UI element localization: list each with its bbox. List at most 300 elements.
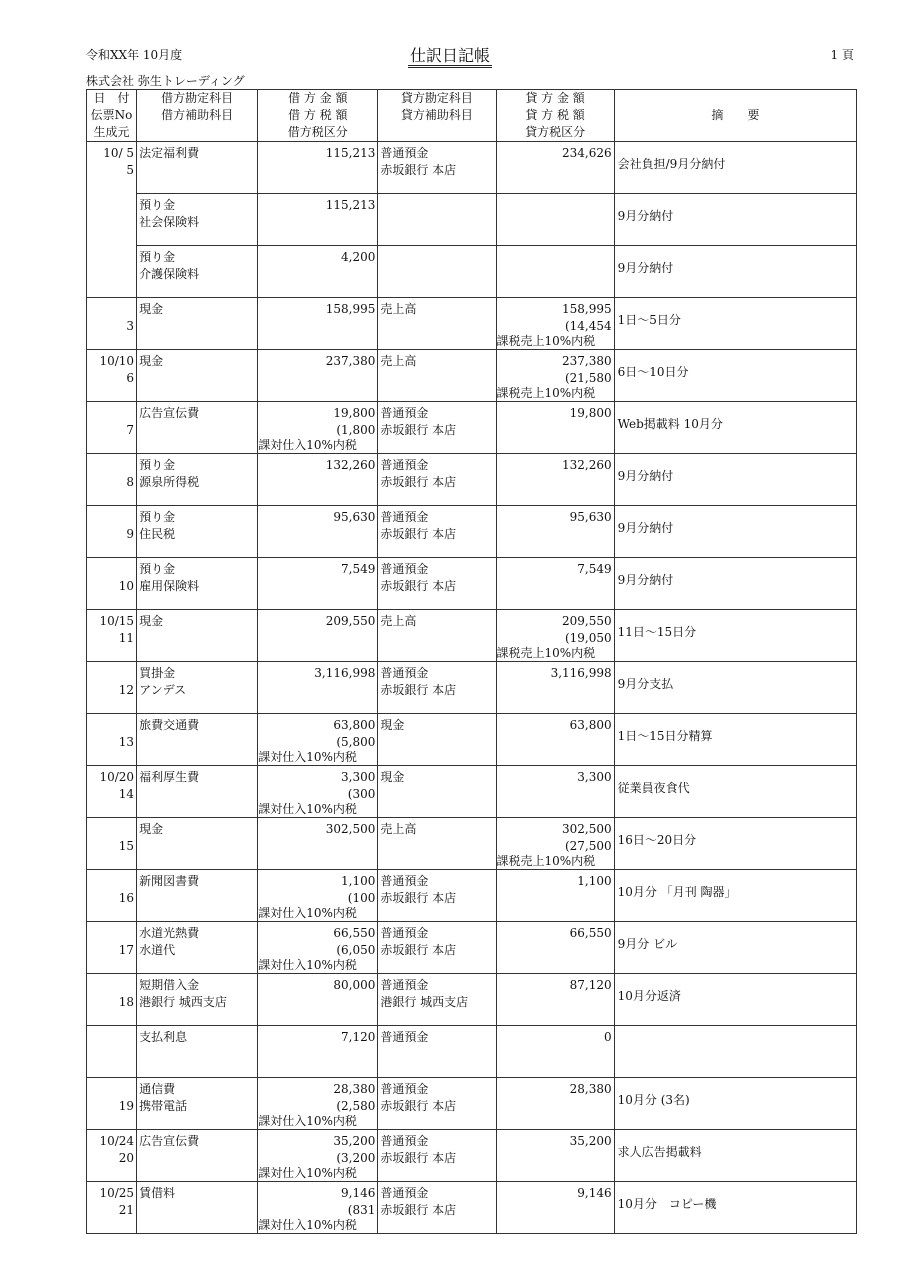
credit-amount-cell xyxy=(496,350,614,402)
header-date xyxy=(87,90,137,142)
memo-cell xyxy=(614,1078,856,1130)
debit-amount: 9,146 xyxy=(341,1186,376,1200)
debit-amount: 1,100 xyxy=(341,874,376,888)
debit-account: 預り金 xyxy=(139,250,176,264)
debit-account: 福利厚生費 xyxy=(139,770,200,784)
slip-number: 12 xyxy=(118,683,135,697)
credit-sub-account: 赤坂銀行 本店 xyxy=(380,943,457,957)
header-source-line: 生成元 xyxy=(93,125,130,139)
debit-account-cell xyxy=(137,870,258,922)
debit-account: 広告宣伝費 xyxy=(139,406,200,420)
debit-account-cell xyxy=(137,662,258,714)
memo-text: 9月分納付 xyxy=(617,521,674,535)
debit-amount: 35,200 xyxy=(333,1134,376,1148)
period-label: 令和XX年 10月度 xyxy=(86,48,183,62)
credit-sub-account: 赤坂銀行 本店 xyxy=(380,579,457,593)
slip-number: 9 xyxy=(126,527,135,541)
memo-text: 従業員夜食代 xyxy=(617,781,690,795)
header-credit-account-line: 貸方勘定科目 xyxy=(400,91,473,105)
credit-account: 売上高 xyxy=(380,614,417,628)
memo-text: 9月分納付 xyxy=(617,209,674,223)
date-cell xyxy=(87,1078,137,1130)
table-row xyxy=(87,1078,857,1130)
date-cell xyxy=(87,1026,137,1078)
credit-sub-account: 赤坂銀行 本店 xyxy=(380,475,457,489)
credit-account-cell xyxy=(378,454,496,506)
credit-amount: 234,626 xyxy=(562,146,612,160)
header-memo xyxy=(614,90,856,142)
debit-amount-cell xyxy=(258,714,378,766)
debit-amount-cell xyxy=(258,1026,378,1078)
credit-sub-account: 赤坂銀行 本店 xyxy=(380,1099,457,1113)
credit-amount-cell xyxy=(496,1130,614,1182)
memo-text: Web掲載料 10月分 xyxy=(617,417,723,431)
memo-text: 6日～10日分 xyxy=(617,365,689,379)
table-row xyxy=(87,454,857,506)
credit-account: 普通預金 xyxy=(380,1134,429,1148)
credit-account: 普通預金 xyxy=(380,406,429,420)
debit-tax: (100 xyxy=(347,891,376,905)
debit-sub-account: 源泉所得税 xyxy=(139,475,200,489)
page-title xyxy=(0,43,900,66)
credit-account: 普通預金 xyxy=(380,926,429,940)
table-row xyxy=(87,766,857,818)
debit-amount-cell xyxy=(258,246,378,298)
entry-date: 10/20 xyxy=(99,770,135,784)
debit-account: 支払利息 xyxy=(139,1030,188,1044)
memo-text: 求人広告掲載料 xyxy=(617,1145,702,1159)
table-row xyxy=(87,506,857,558)
credit-amount-cell xyxy=(496,194,614,246)
credit-amount: 95,630 xyxy=(569,510,612,524)
credit-account: 普通預金 xyxy=(380,510,429,524)
credit-sub-account: 赤坂銀行 本店 xyxy=(380,1203,457,1217)
debit-account-cell xyxy=(137,974,258,1026)
slip-number: 10 xyxy=(118,579,135,593)
debit-tax: (5,800 xyxy=(336,735,376,749)
memo-cell xyxy=(614,714,856,766)
credit-account: 普通預金 xyxy=(380,978,429,992)
memo-text: 1日～15日分精算 xyxy=(617,729,713,743)
credit-account: 普通預金 xyxy=(380,666,429,680)
memo-text: 11日～15日分 xyxy=(617,625,697,639)
memo-text: 9月分支払 xyxy=(617,677,674,691)
credit-account: 普通預金 xyxy=(380,458,429,472)
credit-sub-account: 赤坂銀行 本店 xyxy=(380,683,457,697)
memo-cell xyxy=(614,1026,856,1078)
memo-cell xyxy=(614,142,856,194)
credit-tax-class: 課税売上10%内税 xyxy=(496,854,596,868)
page-number: 1 頁 xyxy=(830,48,854,62)
header-debit-sub-line: 借方補助科目 xyxy=(161,108,234,122)
table-row xyxy=(87,662,857,714)
credit-account: 現金 xyxy=(380,718,405,732)
debit-account-cell xyxy=(137,506,258,558)
date-cell xyxy=(87,1130,137,1182)
header-debit-class-line: 借方税区分 xyxy=(287,125,348,139)
credit-account-cell xyxy=(378,870,496,922)
debit-account-cell xyxy=(137,350,258,402)
debit-amount: 63,800 xyxy=(333,718,376,732)
slip-number: 7 xyxy=(126,423,135,437)
debit-amount: 115,213 xyxy=(325,198,376,212)
memo-text: 9月分納付 xyxy=(617,469,674,483)
credit-account: 売上高 xyxy=(380,354,417,368)
journal-title: 仕訳日記帳 xyxy=(408,46,492,68)
memo-cell xyxy=(614,662,856,714)
credit-account: 普通預金 xyxy=(380,1082,429,1096)
table-row xyxy=(87,350,857,402)
credit-sub-account: 赤坂銀行 本店 xyxy=(380,1151,457,1165)
memo-cell xyxy=(614,870,856,922)
memo-cell xyxy=(614,610,856,662)
credit-amount-cell xyxy=(496,870,614,922)
debit-tax-class: 課対仕入10%内税 xyxy=(258,438,357,452)
credit-tax: (21,580 xyxy=(564,371,612,385)
credit-account-cell xyxy=(378,506,496,558)
credit-amount-cell xyxy=(496,506,614,558)
journal-table xyxy=(86,89,857,1234)
credit-account-cell xyxy=(378,818,496,870)
slip-number: 13 xyxy=(118,735,135,749)
memo-cell xyxy=(614,454,856,506)
credit-sub-account: 赤坂銀行 本店 xyxy=(380,891,457,905)
debit-amount-cell xyxy=(258,298,378,350)
debit-tax: (2,580 xyxy=(336,1099,376,1113)
credit-amount-cell xyxy=(496,714,614,766)
debit-account: 預り金 xyxy=(139,562,176,576)
memo-text: 10月分 「月刊 陶器」 xyxy=(617,885,737,899)
credit-amount-cell xyxy=(496,610,614,662)
header-credit-amount xyxy=(496,90,614,142)
debit-sub-account: 社会保険料 xyxy=(139,215,200,229)
slip-number: 14 xyxy=(118,787,135,801)
debit-tax-class: 課対仕入10%内税 xyxy=(258,958,357,972)
date-cell xyxy=(87,714,137,766)
table-row xyxy=(87,610,857,662)
credit-sub-account: 赤坂銀行 本店 xyxy=(380,423,457,437)
memo-text: 1日～5日分 xyxy=(617,313,681,327)
debit-amount: 95,630 xyxy=(333,510,376,524)
credit-account: 売上高 xyxy=(380,822,417,836)
debit-account: 現金 xyxy=(139,822,164,836)
slip-number: 15 xyxy=(118,839,135,853)
slip-number: 11 xyxy=(118,631,135,645)
date-cell xyxy=(87,194,137,246)
debit-account: 旅費交通費 xyxy=(139,718,200,732)
debit-account: 広告宣伝費 xyxy=(139,1134,200,1148)
debit-amount-cell xyxy=(258,1182,378,1234)
debit-amount-cell xyxy=(258,870,378,922)
debit-tax: (3,200 xyxy=(336,1151,376,1165)
date-cell xyxy=(87,350,137,402)
credit-account-cell xyxy=(378,194,496,246)
debit-sub-account: アンデス xyxy=(139,683,187,697)
credit-amount: 209,550 xyxy=(562,614,612,628)
debit-tax: (831 xyxy=(347,1203,376,1217)
memo-text: 9月分納付 xyxy=(617,573,674,587)
credit-amount: 19,800 xyxy=(569,406,612,420)
debit-account: 現金 xyxy=(139,614,164,628)
credit-account-cell xyxy=(378,1130,496,1182)
debit-amount: 7,549 xyxy=(341,562,376,576)
debit-amount-cell xyxy=(258,662,378,714)
memo-cell xyxy=(614,1182,856,1234)
debit-amount: 209,550 xyxy=(325,614,376,628)
date-cell xyxy=(87,766,137,818)
debit-sub-account: 水道代 xyxy=(139,943,176,957)
credit-amount-cell xyxy=(496,818,614,870)
header-debit-account xyxy=(137,90,258,142)
header-credit-tax-line: 貸 方 税 額 xyxy=(525,108,585,122)
credit-amount: 3,300 xyxy=(577,770,612,784)
debit-sub-account: 港銀行 城西支店 xyxy=(139,995,227,1009)
credit-tax-class: 課税売上10%内税 xyxy=(496,334,596,348)
credit-account: 普通預金 xyxy=(380,1186,429,1200)
memo-text: 9月分納付 xyxy=(617,261,674,275)
memo-cell xyxy=(614,246,856,298)
credit-account-cell xyxy=(378,246,496,298)
header-credit-sub-line: 貸方補助科目 xyxy=(400,108,473,122)
debit-account-cell xyxy=(137,194,258,246)
debit-account-cell xyxy=(137,610,258,662)
credit-account-cell xyxy=(378,766,496,818)
date-cell xyxy=(87,558,137,610)
debit-account-cell xyxy=(137,1026,258,1078)
credit-account-cell xyxy=(378,558,496,610)
credit-amount-cell xyxy=(496,298,614,350)
date-cell xyxy=(87,246,137,298)
debit-amount: 132,260 xyxy=(325,458,376,472)
date-cell xyxy=(87,454,137,506)
slip-number: 16 xyxy=(118,891,135,905)
date-cell xyxy=(87,870,137,922)
date-cell xyxy=(87,142,137,194)
debit-amount-cell xyxy=(258,818,378,870)
credit-amount-cell xyxy=(496,402,614,454)
debit-sub-account: 携帯電話 xyxy=(139,1099,188,1113)
credit-amount: 9,146 xyxy=(577,1186,612,1200)
debit-amount: 7,120 xyxy=(341,1030,376,1044)
debit-amount-cell xyxy=(258,1130,378,1182)
date-cell xyxy=(87,974,137,1026)
credit-amount-cell xyxy=(496,1026,614,1078)
memo-text: 10月分 (3名) xyxy=(617,1093,690,1107)
debit-amount-cell xyxy=(258,194,378,246)
debit-tax: (1,800 xyxy=(336,423,376,437)
credit-amount: 158,995 xyxy=(562,302,612,316)
credit-account-cell xyxy=(378,974,496,1026)
slip-number: 8 xyxy=(126,475,135,489)
entry-date: 10/ 5 xyxy=(103,146,135,160)
debit-amount: 28,380 xyxy=(333,1082,376,1096)
debit-amount-cell xyxy=(258,766,378,818)
credit-account: 普通預金 xyxy=(380,562,429,576)
slip-number: 17 xyxy=(118,943,135,957)
memo-cell xyxy=(614,298,856,350)
debit-sub-account: 介護保険料 xyxy=(139,267,200,281)
table-row xyxy=(87,818,857,870)
date-cell xyxy=(87,662,137,714)
memo-cell xyxy=(614,922,856,974)
debit-account: 新聞図書費 xyxy=(139,874,200,888)
debit-account: 賃借料 xyxy=(139,1186,176,1200)
memo-cell xyxy=(614,350,856,402)
memo-cell xyxy=(614,818,856,870)
memo-cell xyxy=(614,766,856,818)
header-memo-label: 摘 要 xyxy=(711,108,760,122)
credit-amount: 0 xyxy=(604,1030,612,1044)
debit-account-cell xyxy=(137,142,258,194)
debit-account-cell xyxy=(137,558,258,610)
debit-amount: 4,200 xyxy=(341,250,376,264)
table-row xyxy=(87,714,857,766)
entry-date: 10/25 xyxy=(99,1186,135,1200)
header-debit-account-line: 借方勘定科目 xyxy=(161,91,234,105)
credit-account-cell xyxy=(378,298,496,350)
credit-amount-cell xyxy=(496,662,614,714)
debit-tax-class: 課対仕入10%内税 xyxy=(258,1218,357,1232)
debit-amount: 158,995 xyxy=(325,302,376,316)
debit-amount-cell xyxy=(258,142,378,194)
credit-amount: 302,500 xyxy=(562,822,612,836)
debit-amount: 80,000 xyxy=(333,978,376,992)
credit-amount: 237,380 xyxy=(562,354,612,368)
debit-account: 短期借入金 xyxy=(139,978,200,992)
credit-amount-cell xyxy=(496,558,614,610)
date-cell xyxy=(87,298,137,350)
entry-date: 10/15 xyxy=(99,614,135,628)
table-row xyxy=(87,922,857,974)
memo-cell xyxy=(614,974,856,1026)
slip-number: 6 xyxy=(126,371,135,385)
debit-account: 預り金 xyxy=(139,458,176,472)
debit-amount-cell xyxy=(258,402,378,454)
slip-number: 5 xyxy=(126,163,135,177)
debit-amount-cell xyxy=(258,610,378,662)
debit-amount-cell xyxy=(258,350,378,402)
debit-amount-cell xyxy=(258,974,378,1026)
credit-amount: 63,800 xyxy=(569,718,612,732)
memo-cell xyxy=(614,194,856,246)
debit-sub-account: 雇用保険料 xyxy=(139,579,200,593)
date-cell xyxy=(87,818,137,870)
memo-text: 10月分 コピー機 xyxy=(617,1197,717,1211)
debit-amount-cell xyxy=(258,506,378,558)
debit-account-cell xyxy=(137,766,258,818)
debit-tax: (6,050 xyxy=(336,943,376,957)
credit-sub-account: 赤坂銀行 本店 xyxy=(380,163,457,177)
date-cell xyxy=(87,1182,137,1234)
header-credit-class-line: 貸方税区分 xyxy=(525,125,586,139)
date-cell xyxy=(87,610,137,662)
debit-account-cell xyxy=(137,1182,258,1234)
table-row xyxy=(87,298,857,350)
header-debit-tax-line: 借 方 税 額 xyxy=(288,108,348,122)
entry-date: 10/24 xyxy=(99,1134,135,1148)
credit-account-cell xyxy=(378,142,496,194)
header-credit-account xyxy=(378,90,496,142)
table-row xyxy=(87,1182,857,1234)
credit-account-cell xyxy=(378,1182,496,1234)
debit-account-cell xyxy=(137,922,258,974)
debit-tax-class: 課対仕入10%内税 xyxy=(258,1166,357,1180)
debit-account-cell xyxy=(137,714,258,766)
debit-amount: 66,550 xyxy=(333,926,376,940)
credit-sub-account: 赤坂銀行 本店 xyxy=(380,527,457,541)
table-row xyxy=(87,142,857,194)
credit-account-cell xyxy=(378,1078,496,1130)
debit-amount-cell xyxy=(258,922,378,974)
company-name: 株式会社 弥生トレーディング xyxy=(86,74,245,88)
credit-account-cell xyxy=(378,662,496,714)
memo-cell xyxy=(614,1130,856,1182)
memo-cell xyxy=(614,506,856,558)
memo-text: 9月分 ビル xyxy=(617,937,678,951)
date-cell xyxy=(87,506,137,558)
slip-number: 18 xyxy=(118,995,135,1009)
slip-number: 19 xyxy=(118,1099,135,1113)
debit-account-cell xyxy=(137,1078,258,1130)
slip-number: 20 xyxy=(118,1151,135,1165)
debit-amount: 302,500 xyxy=(325,822,376,836)
header-debit-amount-line: 借 方 金 額 xyxy=(288,91,348,105)
credit-amount: 28,380 xyxy=(569,1082,612,1096)
credit-amount-cell xyxy=(496,1078,614,1130)
table-row xyxy=(87,870,857,922)
debit-amount: 115,213 xyxy=(325,146,376,160)
credit-account: 売上高 xyxy=(380,302,417,316)
debit-amount: 3,300 xyxy=(341,770,376,784)
header-debit-amount xyxy=(258,90,378,142)
debit-amount: 3,116,998 xyxy=(314,666,376,680)
table-row xyxy=(87,1026,857,1078)
debit-account-cell xyxy=(137,246,258,298)
credit-tax-class: 課税売上10%内税 xyxy=(496,646,596,660)
date-cell xyxy=(87,402,137,454)
debit-account: 水道光熱費 xyxy=(139,926,200,940)
debit-tax-class: 課対仕入10%内税 xyxy=(258,1114,357,1128)
table-row xyxy=(87,402,857,454)
credit-amount: 35,200 xyxy=(569,1134,612,1148)
header-slip-line: 伝票No xyxy=(90,108,133,122)
credit-amount: 132,260 xyxy=(562,458,612,472)
debit-account: 預り金 xyxy=(139,198,176,212)
credit-amount: 3,116,998 xyxy=(550,666,612,680)
credit-tax: (19,050 xyxy=(564,631,612,645)
table-row xyxy=(87,1130,857,1182)
table-row xyxy=(87,194,857,246)
slip-number: 3 xyxy=(126,319,135,333)
credit-sub-account: 港銀行 城西支店 xyxy=(380,995,469,1009)
debit-account-cell xyxy=(137,818,258,870)
entry-date: 10/10 xyxy=(99,354,135,368)
credit-account: 普通預金 xyxy=(380,146,429,160)
credit-amount: 7,549 xyxy=(577,562,612,576)
debit-amount-cell xyxy=(258,454,378,506)
credit-account-cell xyxy=(378,350,496,402)
credit-tax-class: 課税売上10%内税 xyxy=(496,386,596,400)
credit-amount: 87,120 xyxy=(569,978,612,992)
credit-amount-cell xyxy=(496,766,614,818)
credit-amount: 1,100 xyxy=(577,874,612,888)
credit-account: 普通預金 xyxy=(380,1030,429,1044)
debit-account-cell xyxy=(137,402,258,454)
header-date-line: 日 付 xyxy=(93,91,130,105)
memo-text: 16日～20日分 xyxy=(617,833,697,847)
credit-amount-cell xyxy=(496,142,614,194)
debit-account: 現金 xyxy=(139,354,164,368)
